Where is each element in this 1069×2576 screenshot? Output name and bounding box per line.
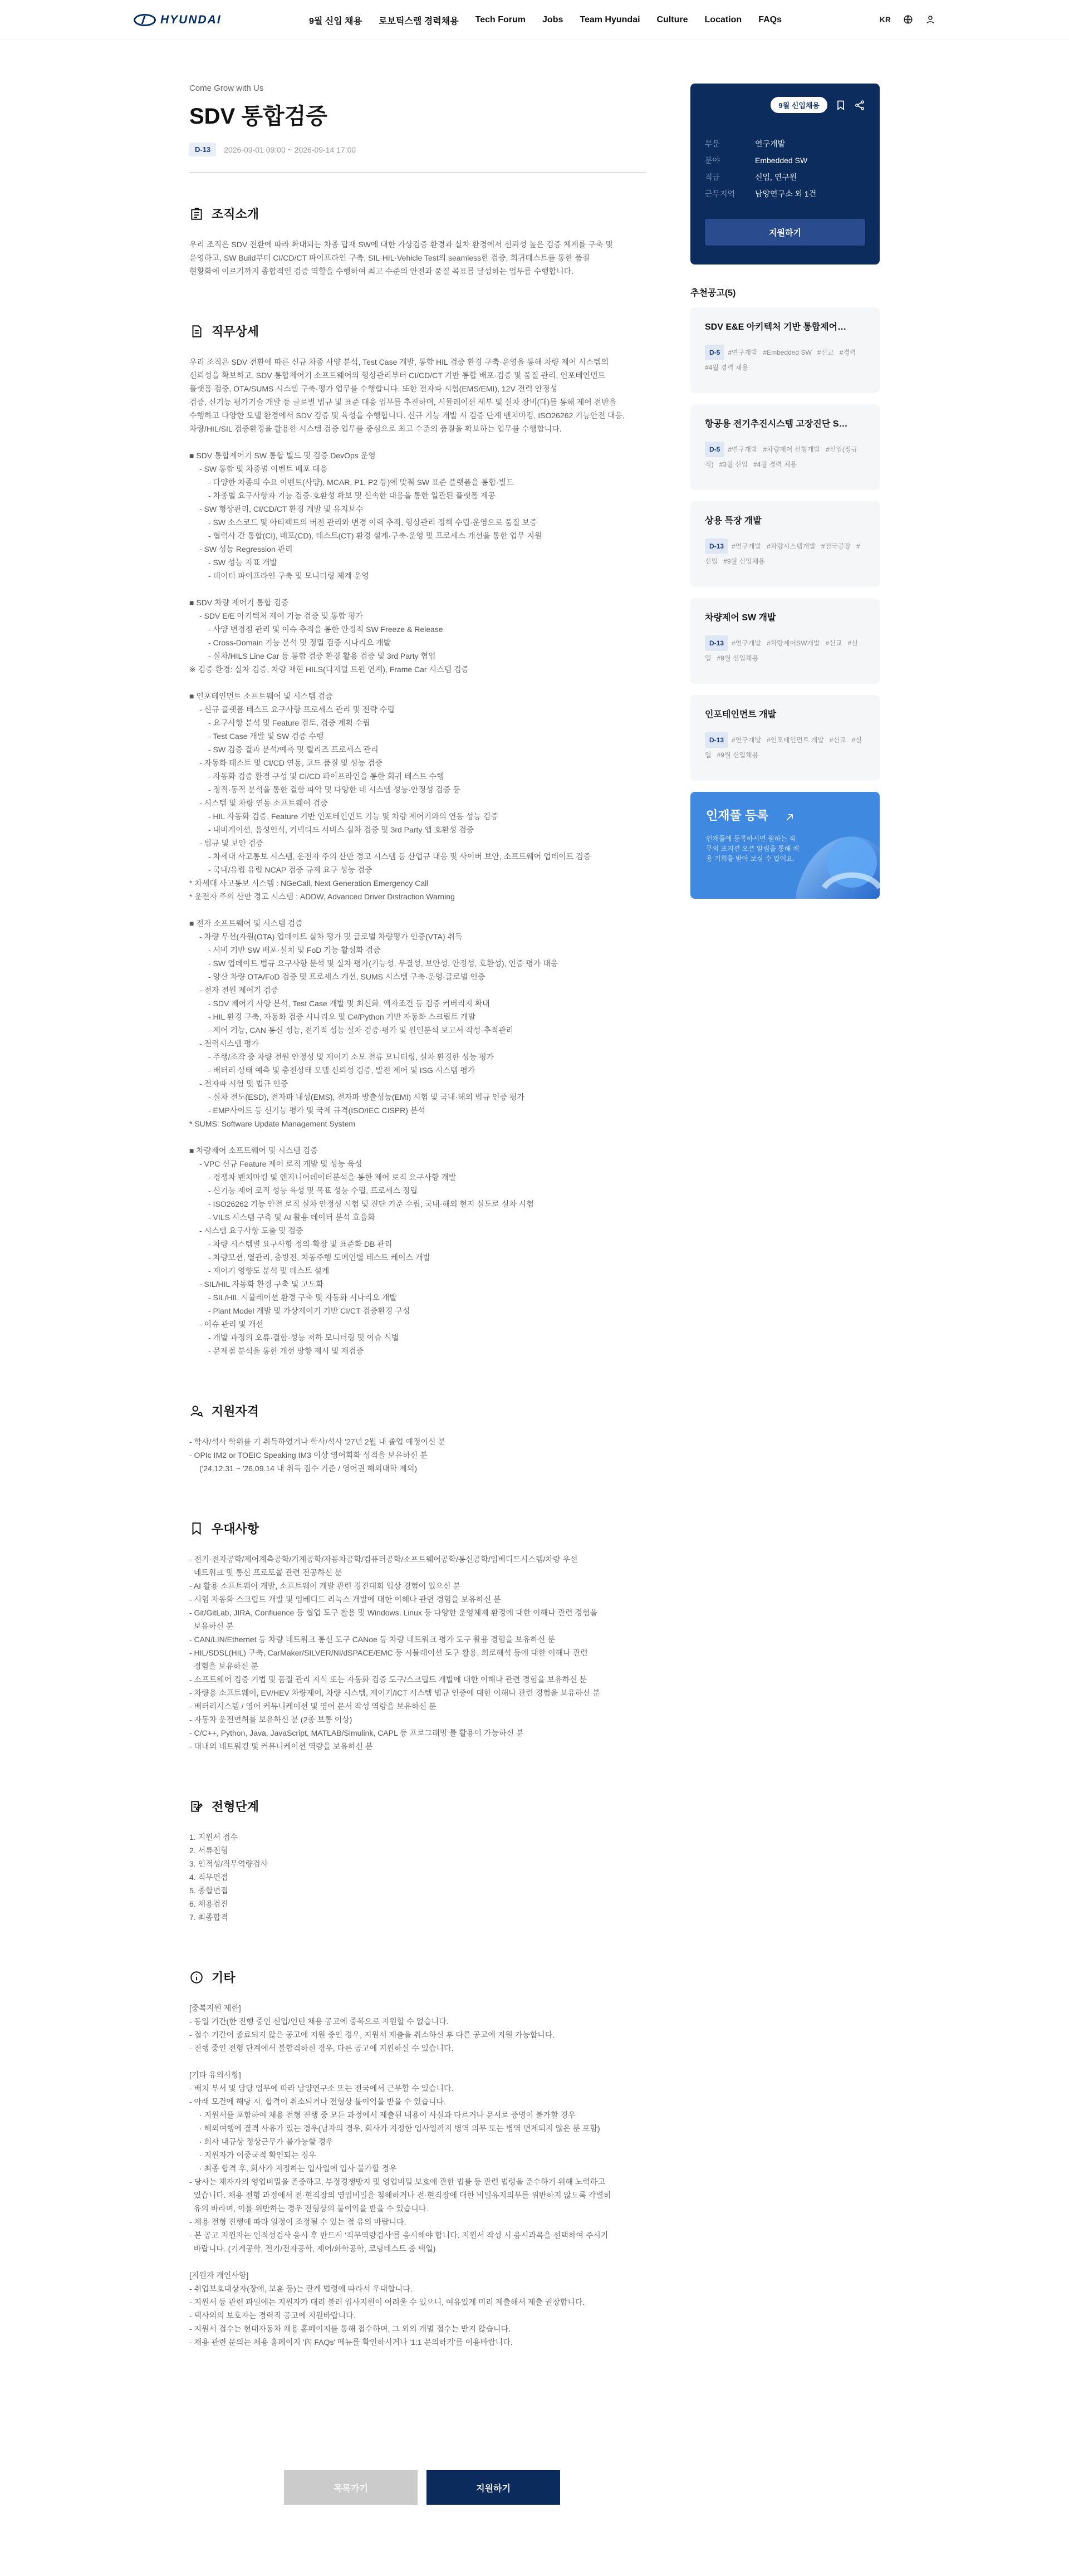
section-body <box>189 355 646 1358</box>
spacer <box>189 903 646 917</box>
section-title: 기타 <box>212 1971 236 1985</box>
recommended-job-card[interactable] <box>690 404 880 490</box>
hashtag: #Embedded SW <box>763 349 812 356</box>
hashtag: #연구개발 <box>728 445 758 453</box>
dday-badge: D-13 <box>705 538 728 554</box>
hashtag: #차량시스템개발 <box>767 542 816 550</box>
duty-line: - 정적·동적 분석을 통한 결함 파악 및 다양한 네 시스템 성능·안정성 검증 등 <box>208 785 460 794</box>
recommended-label: 추천공고(5) <box>690 288 736 298</box>
hashtag: #신입(정규직) <box>705 445 858 468</box>
paragraph-line: 검증, 신기능 평가기술 개발 등 글로벌 법규 및 표준 대응 업무를 추진하며, 시뮬레이션 세부 및 실차 장비(대)를 통해 제어 전반을 <box>189 398 617 407</box>
etc-line: 유의 바라며, 이를 위반하는 경우 전형상의 불이익을 받을 수 있습니다. <box>189 2204 429 2213</box>
duty-line: - 차량모션, 열관리, 충방전, 차동주행 도메인별 테스트 케이스 개발 <box>208 1253 431 1262</box>
job-info-row <box>705 152 865 169</box>
duty-line: - 내비게이션, 음성인식, 커넥티드 서비스 실차 검증 및 3rd Party 앱 호환성 검증 <box>208 825 474 834</box>
recommended-job-card[interactable] <box>690 598 880 684</box>
banner-desc: 인재풀에 등록하시면 원하는 직무의 포지션 오픈 알림을 통해 채용 기회를 받아 보실 수 있어요. <box>706 835 800 863</box>
duty-line: - SW 성능 지표 개발 <box>208 558 277 567</box>
nav-location[interactable]: Location <box>704 15 742 25</box>
job-detail <box>189 84 646 2349</box>
duty-line: - 제어 기능, CAN 통신 성능, 전기적 성능 실차 검증·평가 및 원인분석 보고서 작성·추적관리 <box>208 1026 514 1035</box>
hashtag: #신교 <box>817 349 834 356</box>
share-icon[interactable] <box>854 100 865 111</box>
dday-badge: D-13 <box>705 732 728 748</box>
recommended-job-tags <box>705 442 865 472</box>
etc-line: · 지원자가 이중국적 확인되는 경우 <box>199 2151 316 2159</box>
job-summary-card <box>690 84 880 265</box>
duty-line: - SIL/HIL 시뮬레이션 환경 구축 및 자동화 시나리오 개발 <box>208 1293 397 1302</box>
section-title: 조직소개 <box>212 207 259 221</box>
nav-culture[interactable]: Culture <box>656 15 688 25</box>
section-organization <box>189 205 646 278</box>
duty-line: - 국내/유럽 유럽 NCAP 검증 규제 요구 성능 검증 <box>208 865 372 874</box>
hashtag: #4월 경력 채용 <box>705 364 748 371</box>
process-step: 6. 채용검진 <box>189 1899 228 1908</box>
etc-line: · 최종 합격 후, 회사가 지정하는 입사일에 입사 불가할 경우 <box>199 2164 397 2173</box>
edit-document-icon <box>189 1799 204 1814</box>
hashtag: #9월 신입채용 <box>717 654 759 662</box>
duty-line: - Cross-Domain 기능 분석 및 정밀 검증 시나리오 개발 <box>208 638 391 647</box>
hashtag: #신교 <box>829 736 846 744</box>
spacer <box>189 2055 646 2068</box>
building-icon <box>189 207 204 221</box>
etc-line: - 접수 기간이 종료되지 않은 공고에 지원 중인 경우, 지원서 제출을 취소하신 후 다른 공고에 지원 가능합니다. <box>189 2030 555 2039</box>
duty-line: - Plant Model 개발 및 가상제어기 기반 CI/CT 검증환경 구성 <box>208 1306 410 1315</box>
recommended-job-tags <box>705 345 865 375</box>
hashtag: #경력 <box>839 349 856 356</box>
duty-line: - SW 형상관리, CI/CD/CT 환경 개발 및 유지보수 <box>199 505 364 513</box>
sidebar-apply-button[interactable]: 지원하기 <box>705 219 865 246</box>
job-info-list <box>705 135 865 202</box>
application-period: 2026-09-01 09:00 ~ 2026-09-14 17:00 <box>224 145 356 154</box>
paragraph-line: 우리 조직은 SDV 전환에 따라 확대되는 차종 탑재 SW에 대한 가상검증 환경과 실차 환경에서 신뢰성 높은 검증 체계를 구축 및 <box>189 240 613 249</box>
duty-line: * 차세대 사고통보 시스템 : NGeCall, Next Generation Emergency Call <box>189 879 429 888</box>
duty-line: - SW 성능 Regression 관리 <box>199 545 293 554</box>
duty-line: - 양산 차량 OTA/FoD 검증 및 프로세스 개선, SUMS 시스템 구축·운영·글로벌 인증 <box>208 972 486 981</box>
recommended-job-card[interactable] <box>690 695 880 781</box>
job-meta <box>189 143 646 173</box>
hashtag: #신입 <box>705 736 862 759</box>
info-value: 남양연구소 외 1건 <box>755 189 817 198</box>
document-icon <box>189 324 204 339</box>
globe-icon[interactable] <box>903 14 913 25</box>
duty-line: ■ SDV 차량 제어기 통합 검증 <box>189 598 289 607</box>
etc-line: 있습니다. 채용 전형 과정에서 전·현직장의 영업비밀을 침해하거나 전·현직장에 대한 비밀유지의무를 위반하지 않도록 각별히 <box>189 2191 611 2200</box>
process-step: 2. 서류전형 <box>189 1846 228 1855</box>
duty-line: - 차량 무선(자원(OTA) 업데이트 실차 평가 및 글로벌 차량평가 인증(VTA) 취득 <box>199 932 463 941</box>
recommended-job-title: 인포테인먼트 개발 <box>705 710 777 719</box>
recommended-job-tags <box>705 635 865 665</box>
global-header <box>0 0 1069 40</box>
process-step: 7. 최종합격 <box>189 1913 228 1922</box>
etc-line: - 취업보호대상자(장애, 보훈 등)는 관계 법령에 따라서 우대합니다. <box>189 2284 413 2293</box>
duty-line: - 요구사항 분석 및 Feature 검토, 검증 계획 수립 <box>208 718 370 727</box>
paragraph-line: 신뢰성을 확보하고, SDV 통합제어기 소프트웨어의 형상관리부터 CI/CD/CT 기반 통합 배포·검증 및 품질 관리, 인포테인먼트 <box>189 371 606 380</box>
hyundai-logo[interactable] <box>134 13 222 27</box>
hashtag: #9월 신입채용 <box>723 557 765 565</box>
duty-line: - SIL/HIL 자동화 환경 구축 및 고도화 <box>199 1280 323 1289</box>
eyebrow: Come Grow with Us <box>189 84 264 93</box>
hashtag: #신입 <box>705 639 858 662</box>
hashtag: #차량제어 신형개발 <box>763 445 821 453</box>
recommended-job-card[interactable] <box>690 307 880 393</box>
duty-line: - 신규 플랫폼 테스트 요구사항 프로세스 관리 및 전략 수립 <box>199 705 395 714</box>
duty-line: ■ 인포테인먼트 소프트웨어 및 시스템 검증 <box>189 692 333 701</box>
duty-line: - 전력시스템 평가 <box>199 1039 259 1048</box>
info-key: 근무지역 <box>705 189 735 198</box>
duty-line: - 실차 전도(ESD), 전자파 내성(EMS), 전자파 방출성능(EMI) 시험 및 국내·해외 법규 인증 평가 <box>208 1093 524 1101</box>
back-to-list-button[interactable]: 목록가기 <box>284 2470 418 2505</box>
info-value: 연구개발 <box>755 139 786 148</box>
info-icon <box>189 1970 204 1985</box>
section-body <box>189 1553 646 1753</box>
hashtag: #전국공장 <box>821 542 851 550</box>
abstract-3d-shape-icon <box>785 810 880 899</box>
preferred-line: 네트워크 및 통신 프로토콜 관련 전공하신 분 <box>189 1568 342 1577</box>
etc-line: - 지원서 접수는 현대자동차 채용 홈페이지를 통해 접수하며, 그 외의 개별 접수는 받지 않습니다. <box>189 2324 511 2333</box>
duty-line: - 협력사 간 통합(CI), 배포(CD), 테스트(CT) 환경 설계·구축·운영 및 프로세스 개선을 통한 업무 지원 <box>208 531 542 540</box>
duty-line: - 시스템 요구사항 도출 및 검증 <box>199 1226 303 1235</box>
duty-line: - 경쟁차 벤치마킹 및 엔지니어데이터분석을 통한 제어 로직 요구사항 개발 <box>208 1173 457 1182</box>
duty-line: - 문제점 분석을 통한 개선 방향 제시 및 재검증 <box>208 1346 364 1355</box>
etc-line: [중복지원 제한] <box>189 2004 241 2012</box>
duty-line: - 전자파 시험 및 법규 인증 <box>199 1079 288 1088</box>
hashtag: #연구개발 <box>732 639 762 647</box>
nav-jobs[interactable]: Jobs <box>542 15 563 25</box>
hashtag: #9월 신입채용 <box>717 751 759 759</box>
section-body <box>189 1830 646 1924</box>
person-search-icon <box>189 1404 204 1418</box>
preferred-line: - CAN/LIN/Ethernet 등 차량 네트워크 통신 도구 CANoe 등 차량 네트워크 평가 도구 활용 경험을 보유하신 분 <box>189 1635 555 1644</box>
etc-line: - 지원서 등 관련 파일에는 지원자가 대리 불러 입사지원이 어려울 수 있으니, 여유있게 미리 제출해서 제출 권장합니다. <box>189 2298 585 2306</box>
hyundai-emblem-icon <box>134 14 156 26</box>
duty-line: ※ 검증 환경: 실차 검증, 차량 재현 HILS(디지털 트윈 연계), Frame Car 시스템 검증 <box>189 665 469 674</box>
job-info-row <box>705 169 865 185</box>
duty-line: - 차종별 요구사항과 기능 검증·호환성 확보 및 신속한 대응을 통한 일관된 플랫폼 제공 <box>208 491 496 500</box>
dday-badge: D-5 <box>705 345 724 360</box>
qualification-line: - 학사/석사 학위를 기 취득하였거나 학사/석사 '27년 2월 내 졸업 예정이신 분 <box>189 1437 445 1446</box>
etc-line: - 동일 기간(한 진행 중인 신입/인턴 채용 공고에 중복으로 지원할 수 없습니다. <box>189 2017 449 2026</box>
etc-line: [기타 유의사항] <box>189 2070 241 2079</box>
duty-line: - SDV E/E 아키텍처 제어 기능 검증 및 통합 평가 <box>199 611 363 620</box>
duty-line: - 배터리 상태 예측 및 충전상태 모델 신뢰성 검증, 발전 제어 및 ISG 시스템 평가 <box>208 1066 475 1075</box>
etc-line: - 아래 모건에 해당 시, 합격이 취소되거나 전형상 불이익을 받을 수 있습니다. <box>189 2097 446 2106</box>
recommended-job-title: SDV E&E 아키텍처 기반 통합제어… <box>705 322 847 332</box>
paragraph-line: 차량/HIL/SIL 검증환경을 활용한 시스템 검증 업무를 중심으로 최고 수준의 품질을 확보하는 업무를 수행합니다. <box>189 424 562 433</box>
hashtag: #4월 경력 채용 <box>753 461 797 468</box>
qualification-line: ('24.12.31 ~ '26.09.14 내 취득 점수 기준 / 영어권 해외대학 제외) <box>199 1464 418 1473</box>
etc-line: - 당사는 채자자의 영업비밀을 존중하고, 부정경쟁방지 및 영업비밀 보호에 관한 법률 등 관련 법령을 준수하기 위해 노력하고 <box>189 2177 605 2186</box>
bottom-actions <box>284 2470 560 2505</box>
qualification-line: - OPIc IM2 or TOEIC Speaking IM3 이상 영어회화 성적을 보유하신 분 <box>189 1451 428 1460</box>
section-title: 우대사항 <box>212 1522 259 1536</box>
etc-line: · 회사 내규상 정상근무가 불가능할 경우 <box>199 2137 334 2146</box>
preferred-line: - 전기·전자공학/제어계측공학/기계공학/자동차공학/컴퓨터공학/소프트웨어공학/통신공학/임베디드시스템/차량 우선 <box>189 1555 578 1564</box>
duty-line: - SDV 제어기 사양 분석, Test Case 개발 및 최신화, 엑자조건 등 검증 커버리지 확대 <box>208 999 490 1008</box>
duty-line: - 전자 전원 제어기 검증 <box>199 986 278 995</box>
preferred-line: - 소프트웨어 검증 기법 및 품질 관리 지식 또는 자동화 검증 도구/스크립트 개발에 대한 이해나 관련 경험을 보유하신 분 <box>189 1675 587 1684</box>
spacer <box>189 582 646 596</box>
etc-line: - 배치 부서 및 담당 업무에 따라 남양연구소 또는 전국에서 근무할 수 있습니다. <box>189 2084 454 2093</box>
nav-tech-forum[interactable]: Tech Forum <box>475 15 526 25</box>
section-title: 지원자격 <box>212 1404 259 1418</box>
duty-line: - HIL 자동화 검증, Feature 기반 인포테인먼트 기능 및 차량 제어기와의 연동 성능 검증 <box>208 812 498 821</box>
recommended-list <box>690 307 880 781</box>
spacer <box>189 2255 646 2269</box>
process-step: 4. 직무면접 <box>189 1873 228 1882</box>
preferred-line: - 대내외 네트워킹 및 커뮤니케이션 역량을 보유하신 분 <box>189 1742 373 1751</box>
duty-line: - 개발 과정의 오류·결함·성능 저하 모니터링 및 이슈 식별 <box>208 1333 399 1342</box>
etc-line: · 해외여행에 결격 사유가 있는 경우(남자의 경우, 회사가 지정한 입사일까지 병역 의무 또는 병역 면제되지 않은 분 포함) <box>199 2124 600 2133</box>
hashtag: #인포테인먼트 개발 <box>767 736 824 744</box>
main-nav <box>309 0 782 40</box>
duty-line: ■ 전자 소프트웨어 및 시스템 검증 <box>189 919 303 928</box>
duty-line: - VPC 신규 Feature 제어 로직 개발 및 성능 육성 <box>199 1159 362 1168</box>
section-title: 직무상세 <box>212 325 259 339</box>
job-info-row <box>705 185 865 202</box>
recommended-job-tags <box>705 732 865 762</box>
spacer <box>189 676 646 689</box>
duty-line: - SW 소스코드 및 아티팩트의 버전 관리와 변경 이력 추적, 형상관리 정책 수립·운영으로 품질 보증 <box>208 518 537 527</box>
duty-line: - 법규 및 보안 검증 <box>199 839 263 848</box>
duty-line: - ISO26262 기능 안전 로직 실차 안정성 시험 및 진단 기준 수립, 국내·해외 현지 실도로 실차 시험 <box>208 1199 534 1208</box>
section-body <box>189 1435 646 1475</box>
duty-line: - SW 검증 결과 분석/예측 및 릴리즈 프로세스 관리 <box>208 745 379 754</box>
duty-line: * 운전자 주의 산만 경고 시스템 : ADDW, Advanced Driver Distraction Warning <box>189 892 455 901</box>
duty-line: * SUMS: Software Update Management System <box>189 1119 356 1128</box>
recommended-job-title: 상용 특장 개발 <box>705 516 762 526</box>
duty-line: - 차량 시스템별 요구사항 정의·확장 및 표준화 DB 관리 <box>208 1240 393 1248</box>
bookmark-icon[interactable] <box>835 100 846 111</box>
preferred-line: - 시험 자동화 스크립트 개발 및 임베디드 리눅스 개발에 대한 이해나 관련 경험을 보유하신 분 <box>189 1595 501 1604</box>
etc-line: - 본 공고 지원자는 인적성검사 응시 후 반드시 '직무역량검사'를 응시해야 합니다. 지원서 작성 시 응시과목을 선택하여 주시기 <box>189 2231 609 2240</box>
duty-line: - Test Case 개발 및 SW 검증 수행 <box>208 732 324 741</box>
paragraph-line: 수행하고 다양한 모델 환경에서 SDV 검증 및 육성을 수행합니다. 신규 기능 개발 시 검증 단계 벤치마킹, ISO26262 기능안전 대응, <box>189 411 625 420</box>
banner-title: 인재풀 등록 <box>706 809 769 822</box>
hashtag: #신교 <box>825 639 842 647</box>
dday-badge: D-13 <box>705 635 728 651</box>
hashtag: #연구개발 <box>728 349 758 356</box>
preferred-line: 보유하신 분 <box>189 1622 234 1630</box>
spacer <box>189 1130 646 1144</box>
duty-line: - 이슈 관리 및 개선 <box>199 1320 263 1329</box>
info-value: Embedded SW <box>755 156 808 165</box>
section-qualification <box>189 1402 646 1475</box>
etc-line: - 채용 전형 진행에 따라 일정이 조정될 수 있는 점 유의 바랍니다. <box>189 2217 406 2226</box>
section-body <box>189 2001 646 2349</box>
preferred-line: - 차량용 소프트웨어, EV/HEV 차량제어, 차량 시스템, 제어기/ICT 시스템 법규 인증에 대한 이해나 관련 경험을 보유하신 분 <box>189 1688 600 1697</box>
duty-line: - SW 업데이트 법규 요구사항 분석 및 실차 평가(기능성, 무결성, 보안성, 안정성, 호환성), 인증 평가 대응 <box>208 959 558 968</box>
recommended-job-card[interactable] <box>690 501 880 587</box>
duty-line: - 자동화 테스트 및 CI/CD 연동, 코드 품질 및 성능 검증 <box>199 758 383 767</box>
info-key: 분야 <box>705 156 720 165</box>
talent-pool-banner[interactable] <box>690 792 880 899</box>
dday-badge: D-13 <box>189 143 216 156</box>
duty-line: ■ SDV 통합제어기 SW 통합 빌드 및 검증 DevOps 운영 <box>189 451 376 460</box>
duty-line: - 사양 변경점 관리 및 이슈 추적을 통한 안정적 SW Freeze & Release <box>208 625 443 634</box>
apply-button[interactable]: 지원하기 <box>426 2470 560 2505</box>
duty-line: - SW 통합 및 차종별 이벤트 배포 대응 <box>199 464 328 473</box>
nav-sept-recruit[interactable]: 9월 신입 채용 <box>309 16 362 26</box>
hashtag: #차량제어SW개발 <box>767 639 820 647</box>
header-utilities <box>880 14 935 25</box>
duty-line: - 신기능 제어 로직 성능 육성 및 목표 성능 수립, 프로세스 정립 <box>208 1186 418 1195</box>
preferred-line: 경험을 보유하신 분 <box>189 1662 258 1671</box>
dday-badge: D-5 <box>705 442 724 457</box>
recommended-job-title: 항공용 전기추진시스템 고장진단 S… <box>705 419 848 429</box>
paragraph-line: 플랫폼 검증, OTA/SUMS 시스템 구축·평가 업무를 수행합니다. 또한 전자파 시험(EMS/EMI), 12V 전력 안정성 <box>189 384 558 393</box>
recommended-job-tags <box>705 538 865 569</box>
process-step: 3. 인적성/직무역량검사 <box>189 1859 268 1868</box>
info-key: 부문 <box>705 139 720 148</box>
section-body <box>189 238 646 278</box>
section-preferred <box>189 1520 646 1753</box>
info-value: 신입, 연구원 <box>755 173 797 182</box>
preferred-line: - AI 활용 소프트웨어 개발, 소프트웨어 개발 관련 경진대회 입상 경험이 있으신 분 <box>189 1581 460 1590</box>
duty-line: - 주행/조작 중 차량 전원 안정성 및 제어기 소모 전류 모니터링, 실차 환경한 성능 평가 <box>208 1052 494 1061</box>
hashtag: #연구개발 <box>732 542 762 550</box>
process-step: 1. 지원서 접수 <box>189 1833 238 1842</box>
duty-line: - 실차/HILS Line Car 등 통합 검증 환경 활용 검증 및 3rd Party 협업 <box>208 652 436 660</box>
user-icon[interactable] <box>925 14 935 25</box>
duty-line: - 제어기 영향도 분석 및 테스트 설계 <box>208 1266 330 1275</box>
spacer <box>189 435 646 449</box>
process-step: 5. 종합면접 <box>189 1886 228 1895</box>
preferred-line: - 배터리시스템 / 영어 커뮤니케이션 및 영어 문서 작성 역량을 보유하신 분 <box>189 1702 437 1711</box>
section-duty <box>189 322 646 1358</box>
paragraph-line: 현황화에 이르기까지 종합적인 검증 역할을 수행하여 최고 수준의 안전과 품질 목표를 달성하는 업무를 수행합니다. <box>189 267 574 276</box>
nav-team-hyundai[interactable]: Team Hyundai <box>580 15 640 25</box>
logo-text: HYUNDAI <box>160 13 222 26</box>
duty-line: - 데이터 파이프라인 구축 및 모니터링 체계 운영 <box>208 571 369 580</box>
section-process <box>189 1798 646 1924</box>
etc-line: 바랍니다. (기계공학, 전기/전자공학, 제어/화학공학, 코딩테스트 중 택일) <box>189 2244 436 2253</box>
duty-line: - HIL 환경 구축, 자동화 검증 시나리오 및 C#/Python 기반 자동화 스크립트 개발 <box>208 1012 475 1021</box>
preferred-line: - C/C++, Python, Java, JavaScript, MATLAB/Simulink, CAPL 등 프로그래밍 툴 활용이 가능하신 분 <box>189 1728 524 1737</box>
hashtag: #3월 신입 <box>719 461 748 468</box>
nav-robotics-recruit[interactable]: 로보틱스랩 경력채용 <box>379 16 459 26</box>
sidebar <box>690 84 880 899</box>
etc-line: - 택사외의 보호자는 경력직 공고에 지원바랍니다. <box>189 2311 356 2320</box>
language-toggle[interactable]: KR <box>879 15 891 24</box>
hashtag: #신입 <box>705 542 860 565</box>
paragraph-line: 운영하고, SW Build부터 CI/CD/CT 파이프라인 구축, SIL·HIL·Vehicle Test의 seamless한 검증, 회귀테스트를 통한 품질 <box>189 253 590 262</box>
duty-line: - 서비 기반 SW 배포·설치 및 FoD 기능 활성화 검증 <box>208 946 381 954</box>
etc-line: [지원자 개인사항] <box>189 2271 249 2280</box>
recommended-job-title: 차량제어 SW 개발 <box>705 613 776 623</box>
hashtag: #연구개발 <box>732 736 762 744</box>
section-title: 전형단계 <box>212 1800 259 1814</box>
page-title: SDV 통합검증 <box>189 104 327 129</box>
etc-line: · 지원서를 포함하여 채용 전형 진행 중 모든 과정에서 제출된 내용이 사실과 다르거나 문서로 증명이 불가할 경우 <box>199 2110 576 2119</box>
recruit-badge: 9월 신입채용 <box>771 97 827 113</box>
etc-line: - 진행 중인 전형 단계에서 불합격하신 경우, 다른 공고에 지원하실 수 있습니다. <box>189 2044 454 2053</box>
job-info-row <box>705 135 865 152</box>
bookmark-icon <box>189 1521 204 1536</box>
duty-line: - 다양한 차종의 수요 이벤트(사양), MCAR, P1, P2 등)에 맞춰 SW 표준 플랫폼을 통합·빌드 <box>208 478 514 487</box>
duty-line: - 시스템 및 차량 연동 소프트웨어 검증 <box>199 799 328 807</box>
duty-line: - 자동화 검증 환경 구성 및 CI/CD 파이프라인을 통한 회귀 테스트 수행 <box>208 772 444 781</box>
duty-line: - EMP사이트 등 신기능 평가 및 국제 규격(ISO/IEC CISPR) 분석 <box>208 1106 425 1115</box>
preferred-line: - 자동차 운전면허를 보유하신 분 (2종 보통 이상) <box>189 1715 352 1724</box>
preferred-line: - Git/GitLab, JIRA, Confluence 등 협업 도구 활용 및 Windows, Linux 등 다양한 운영체제 환경에 대한 이해나 관련 경험을 <box>189 1608 597 1617</box>
preferred-line: - HIL/SDSL(HIL) 구축, CarMaker/SILVER/NI/dSPACE/EMC 등 시뮬레이션 도구 활용, 회로해석 등에 대한 이해나 관련 <box>189 1648 588 1657</box>
info-key: 직급 <box>705 173 720 182</box>
duty-line: ■ 차량제어 소프트웨어 및 시스템 검증 <box>189 1146 318 1155</box>
nav-faqs[interactable]: FAQs <box>758 15 782 25</box>
duty-line: - VILS 시스템 구축 및 AI 활용 데이터 분석 효율화 <box>208 1213 375 1222</box>
etc-line: - 채용 관련 문의는 채용 홈페이지 '內 FAQs' 메뉴를 확인하시거나 '1:1 문의하기'를 이용바랍니다. <box>189 2338 513 2347</box>
paragraph-line: 우리 조직은 SDV 전환에 따른 신규 차종 사양 분석, Test Case 개발, 통합 HIL 검증 환경 구축·운영을 통해 차량 제어 시스템의 <box>189 357 609 366</box>
duty-line: - 차세대 사고통보 시스템, 운전자 주의 산만 경고 시스템 등 산업규 대응 및 사이버 보안, 소프트웨어 업데이트 검증 <box>208 852 591 861</box>
section-etc <box>189 1968 646 2349</box>
